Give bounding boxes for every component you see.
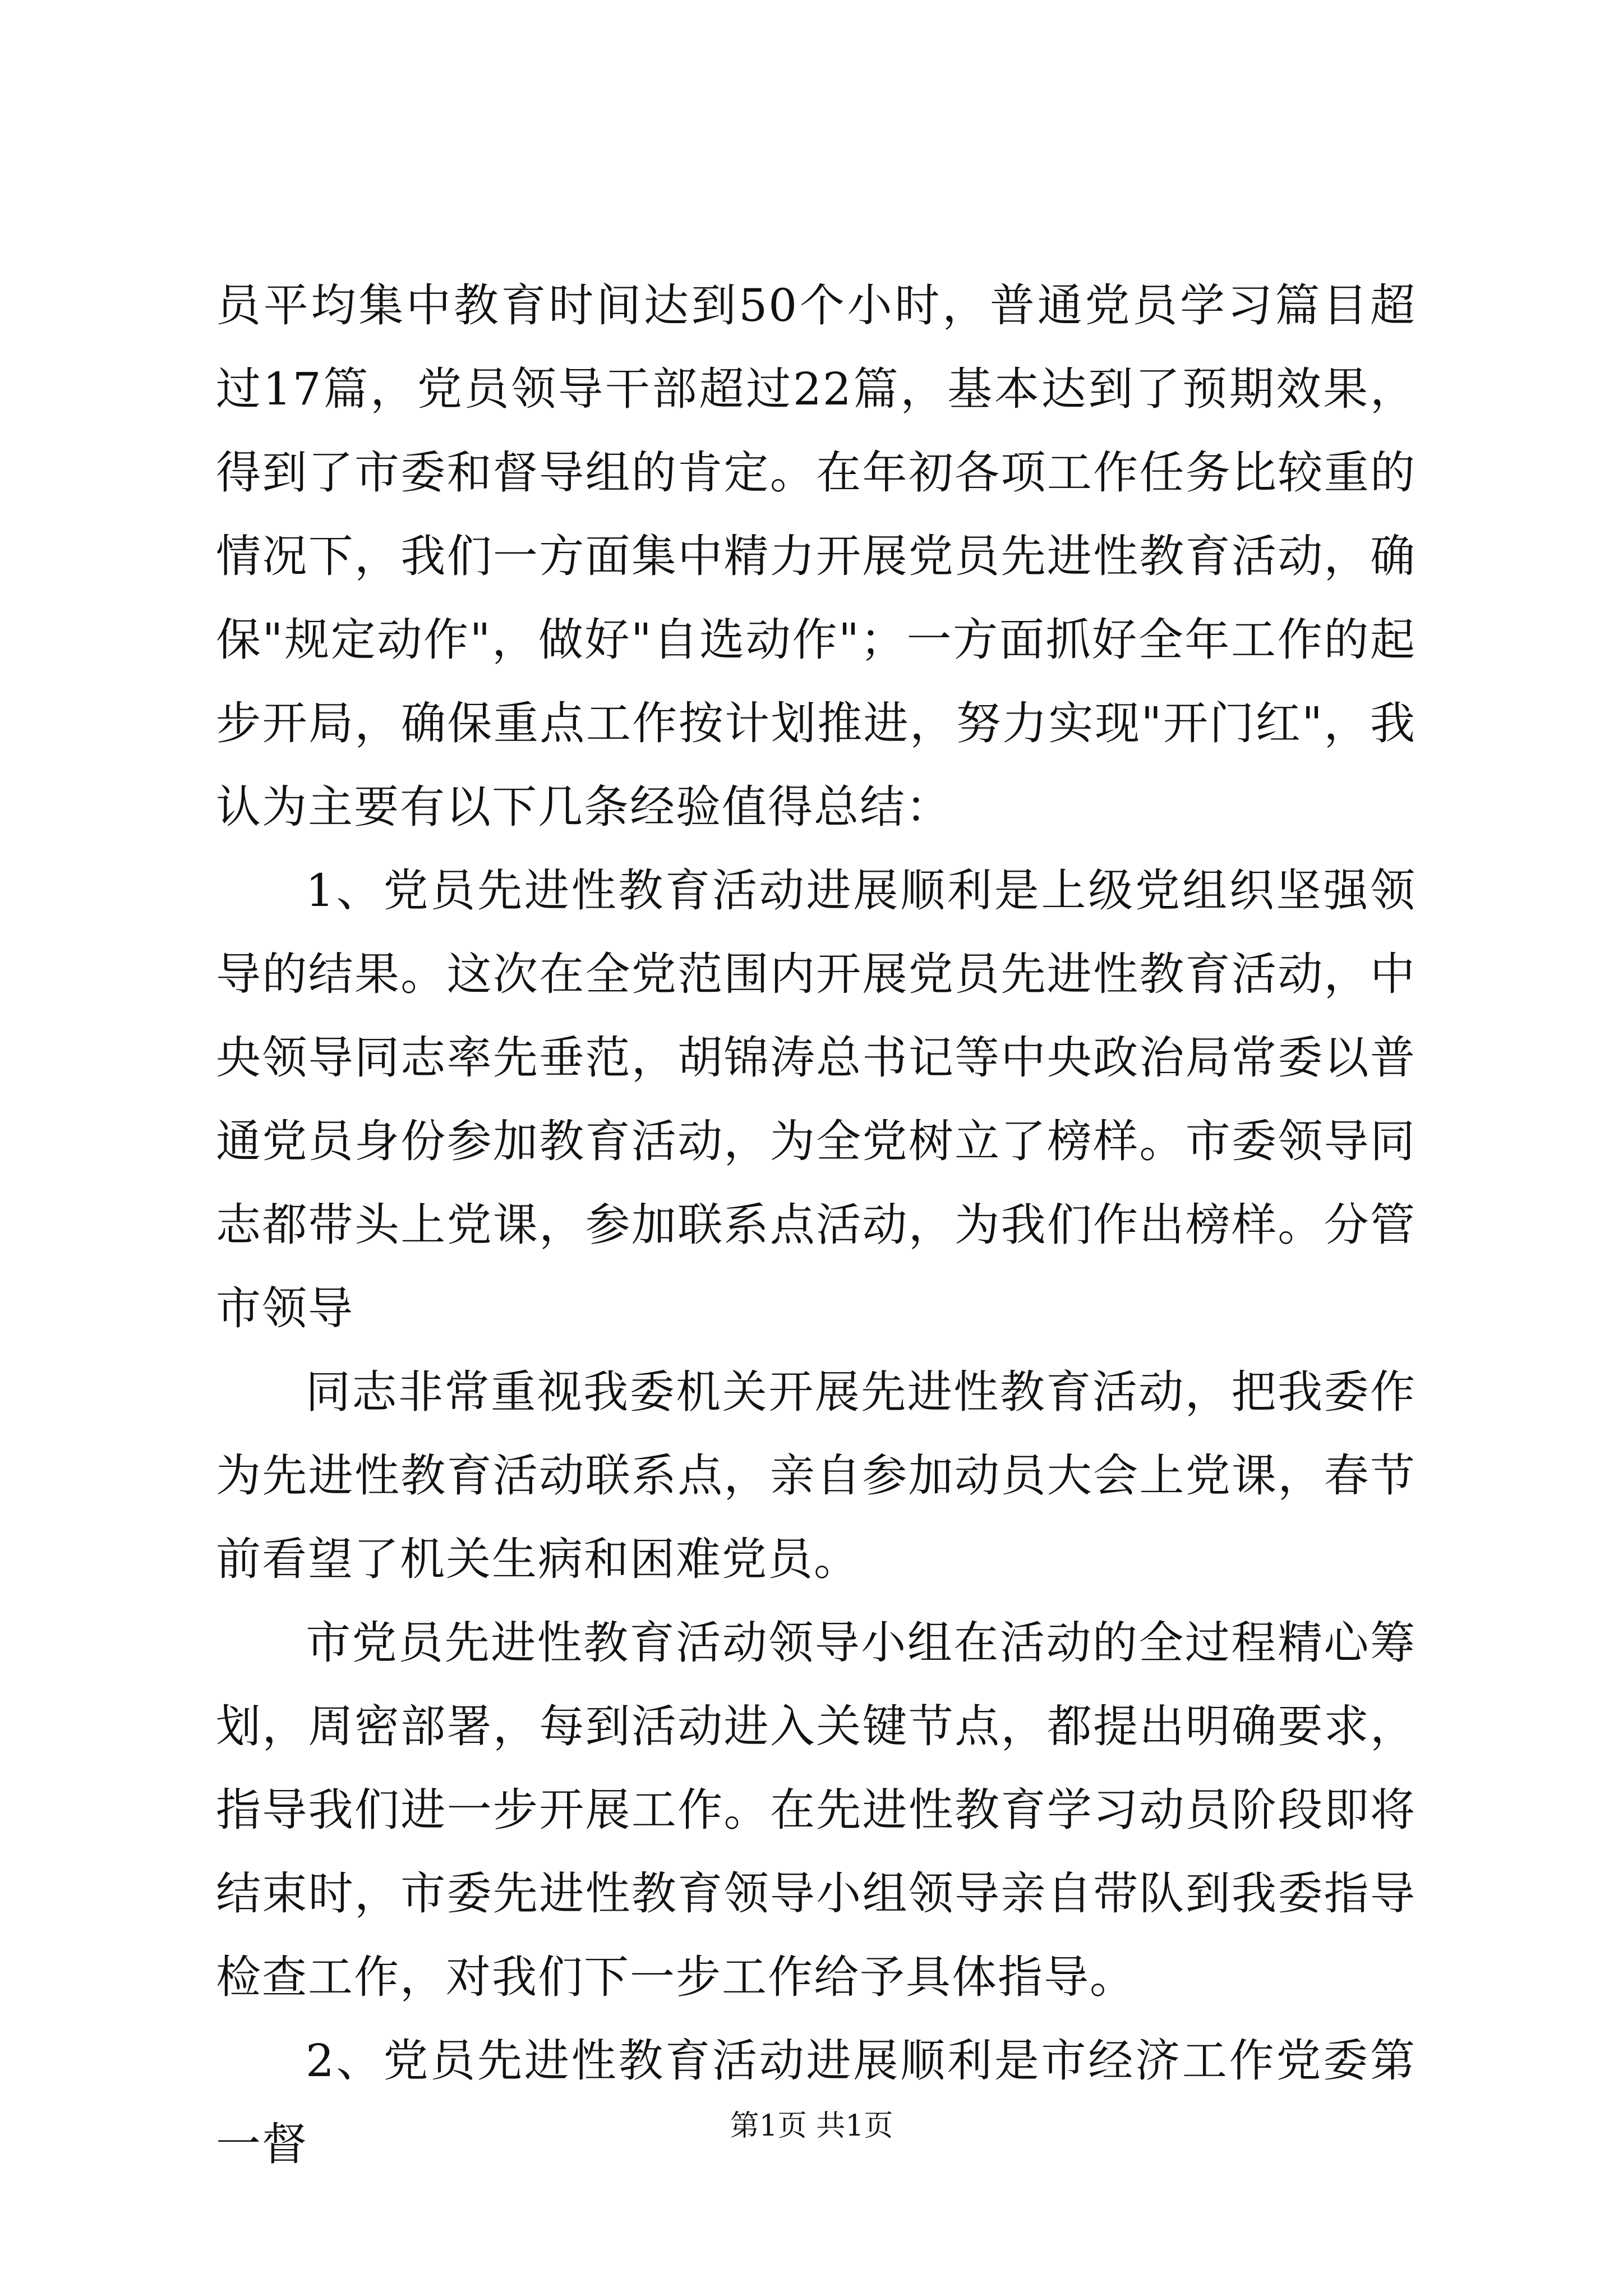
paragraph-4: 市党员先进性教育活动领导小组在活动的全过程精心筹划，周密部署，每到活动进入关键节点，都提出明确要求，指导我们进一步开展工作。在先进性教育学习动员阶段即将结束时，市委先进性教育领导小组领导亲自带队到我委指导检查工作，对我们下一步工作给予具体指导。	[216, 1617, 1416, 2003]
page-footer	[0, 2106, 1623, 2146]
paragraph-5: 2、党员先进性教育活动进展顺利是市经济工作党委第一督	[216, 2035, 1416, 2170]
paragraph-2: 1、党员先进性教育活动进展顺利是上级党组织坚强领导的结果。这次在全党范围内开展党员先进性教育活动，中央领导同志率先垂范，胡锦涛总书记等中央政治局常委以普通党员身份参加教育活动，为全党树立了榜样。市委领导同志都带头上党课，参加联系点活动，为我们作出榜样。分管市领导	[216, 864, 1416, 1335]
page-number-label: 第1页 共1页	[730, 2109, 893, 2143]
paragraph-1: 员平均集中教育时间达到50个小时，普通党员学习篇目超过17篇，党员领导干部超过22篇，基本达到了预期效果，得到了市委和督导组的肯定。在年初各项工作任务比较重的情况下，我们一方面集中精力开展党员先进性教育活动，确保"规定动作"，做好"自选动作"；一方面抓好全年工作的起步开局，确保重点工作按计划推进，努力实现"开门红"，我认为主要有以下几条经验值得总结：	[216, 279, 1416, 833]
document-body	[216, 264, 1416, 2186]
paragraph-3: 同志非常重视我委机关开展先进性教育活动，把我委作为先进性教育活动联系点，亲自参加动员大会上党课，春节前看望了机关生病和困难党员。	[216, 1366, 1416, 1585]
